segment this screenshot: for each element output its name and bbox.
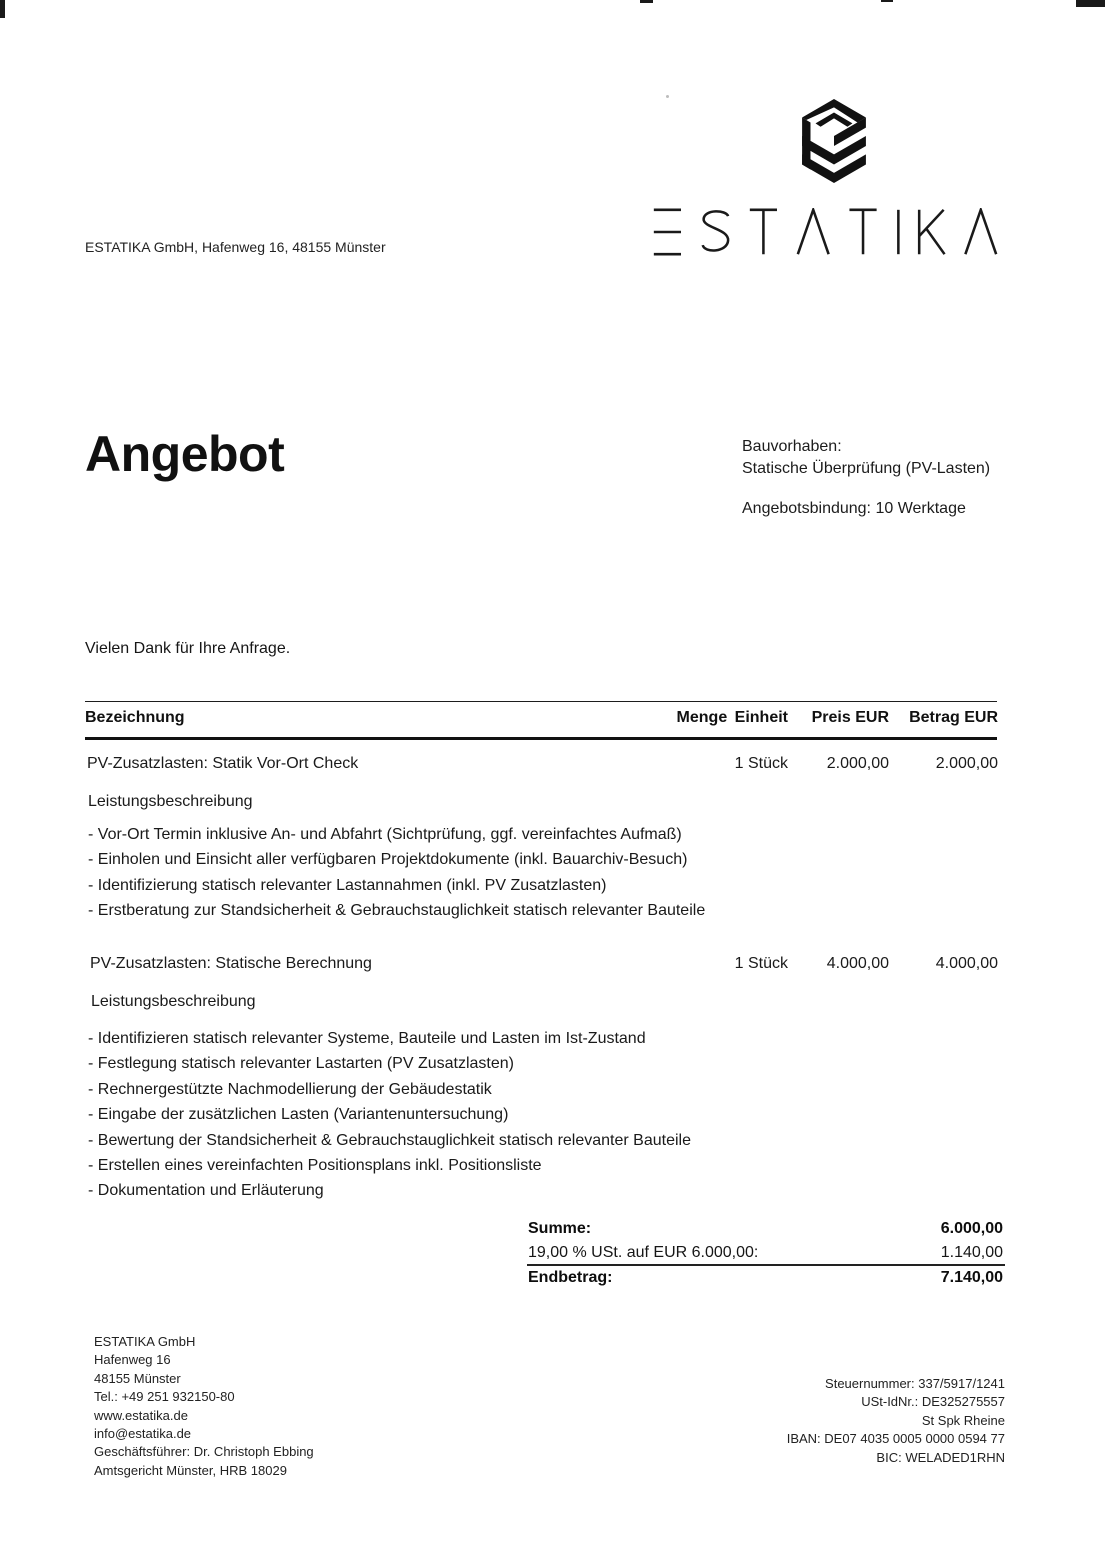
- item-quantity-unit: 1 Stück: [734, 955, 788, 972]
- letter-e: [654, 210, 681, 254]
- footer-bic: BIC: WELADED1RHN: [876, 1449, 1005, 1465]
- scan-speck: [666, 95, 669, 98]
- details-title: Leistungsbeschreibung: [91, 993, 256, 1010]
- column-header-amount: Betrag EUR: [909, 709, 998, 726]
- item-price: 4.000,00: [826, 955, 889, 972]
- sender-address-line: ESTATIKA GmbH, Hafenweg 16, 48155 Münster: [85, 239, 386, 255]
- sum-value: 6.000,00: [940, 1220, 1003, 1237]
- detail-line: - Erstellen eines vereinfachten Positionsplans inkl. Positionsliste: [88, 1157, 542, 1175]
- logo-wordmark: [652, 208, 998, 256]
- footer-email: info@estatika.de: [94, 1426, 192, 1442]
- scan-artifact: [1076, 0, 1105, 7]
- column-header-quantity-unit: Menge Einheit: [676, 709, 788, 726]
- total-value: 7.140,00: [940, 1269, 1003, 1286]
- detail-line: - Festlegung statisch relevanter Lastarten (PV Zusatzlasten): [88, 1055, 514, 1073]
- details-list: [88, 822, 705, 924]
- details-list: [88, 1026, 691, 1204]
- letter-s: [703, 211, 728, 250]
- detail-line: - Identifizierung statisch relevanter Lastannahmen (inkl. PV Zusatzlasten): [88, 876, 607, 894]
- sum-label: Summe:: [528, 1220, 592, 1237]
- item-price: 2.000,00: [826, 755, 889, 772]
- summary-rule: [527, 1264, 1005, 1266]
- column-header-description: Bezeichnung: [85, 709, 185, 726]
- item-description: PV-Zusatzlasten: Statik Vor-Ort Check: [87, 755, 359, 772]
- offer-binding: Angebotsbindung: 10 Werktage: [742, 500, 966, 517]
- footer-line: ESTATIKA GmbH: [94, 1334, 196, 1349]
- project-label: Bauvorhaben:: [742, 438, 842, 455]
- footer-line: Geschäftsführer: Dr. Christoph Ebbing: [94, 1444, 314, 1460]
- intro-text: Vielen Dank für Ihre Anfrage.: [85, 640, 291, 657]
- letter-k: [919, 210, 944, 254]
- scan-artifact: [881, 0, 893, 2]
- footer-line: 48155 Münster: [94, 1370, 181, 1386]
- table-header-rule: [85, 737, 997, 740]
- letter-a: [798, 210, 829, 254]
- vat-label: 19,00 % USt. auf EUR 6.000,00:: [528, 1244, 759, 1261]
- project-name: Statische Überprüfung (PV-Lasten): [742, 460, 991, 477]
- footer-bank-name: St Spk Rheine: [921, 1412, 1005, 1428]
- details-title: Leistungsbeschreibung: [88, 793, 253, 810]
- detail-line: - Vor-Ort Termin inklusive An- und Abfahrt (Sichtprüfung, ggf. vereinfachtes Aufmaß): [88, 826, 682, 843]
- detail-line: - Rechnergestützte Nachmodellierung der Gebäudestatik: [88, 1080, 492, 1098]
- total-label: Endbetrag:: [528, 1269, 613, 1286]
- letter-t: [750, 210, 777, 254]
- detail-line: - Bewertung der Standsicherheit & Gebrauchstauglichkeit statisch relevanter Bauteile: [88, 1131, 691, 1149]
- item-amount: 4.000,00: [935, 955, 998, 972]
- vat-value: 1.140,00: [940, 1244, 1003, 1261]
- logo-cube-icon: [792, 94, 876, 188]
- footer-website: www.estatika.de: [94, 1407, 188, 1423]
- footer-company-block: [94, 1333, 314, 1480]
- letter-t: [849, 210, 876, 254]
- detail-line: - Eingabe der zusätzlichen Lasten (Variantenuntersuchung): [88, 1106, 509, 1124]
- item-amount: 2.000,00: [935, 755, 998, 772]
- cube-top-outer-chevron: [802, 99, 866, 123]
- column-header-price: Preis EUR: [811, 709, 889, 726]
- scan-artifact: [0, 0, 5, 18]
- footer-vat-id: USt-IdNr.: DE325275557: [861, 1394, 1005, 1410]
- footer-tax-bank-block: [787, 1375, 1005, 1467]
- detail-line: - Identifizieren statisch relevanter Systeme, Bauteile und Lasten im Ist-Zustand: [88, 1030, 646, 1047]
- detail-line: - Einholen und Einsicht aller verfügbaren Projektdokumente (inkl. Bauarchiv-Besuch): [88, 851, 688, 869]
- scan-artifact: [640, 0, 653, 3]
- footer-line: Hafenweg 16: [94, 1352, 171, 1368]
- item-description: PV-Zusatzlasten: Statische Berechnung: [90, 955, 372, 972]
- footer-tax-number: Steuernummer: 337/5917/1241: [825, 1376, 1005, 1391]
- letter-a: [965, 210, 996, 254]
- footer-iban: IBAN: DE07 4035 0005 0000 0594 77: [786, 1431, 1005, 1447]
- page-title: Angebot: [85, 426, 285, 482]
- detail-line: - Erstberatung zur Standsicherheit & Gebrauchstauglichkeit statisch relevanter Bauteile: [88, 902, 706, 920]
- detail-line: - Dokumentation und Erläuterung: [88, 1182, 324, 1200]
- footer-line: Amtsgericht Münster, HRB 18029: [94, 1462, 287, 1478]
- item-quantity-unit: 1 Stück: [734, 755, 788, 772]
- table-top-rule: [85, 701, 997, 702]
- footer-line: Tel.: +49 251 932150-80: [94, 1389, 235, 1405]
